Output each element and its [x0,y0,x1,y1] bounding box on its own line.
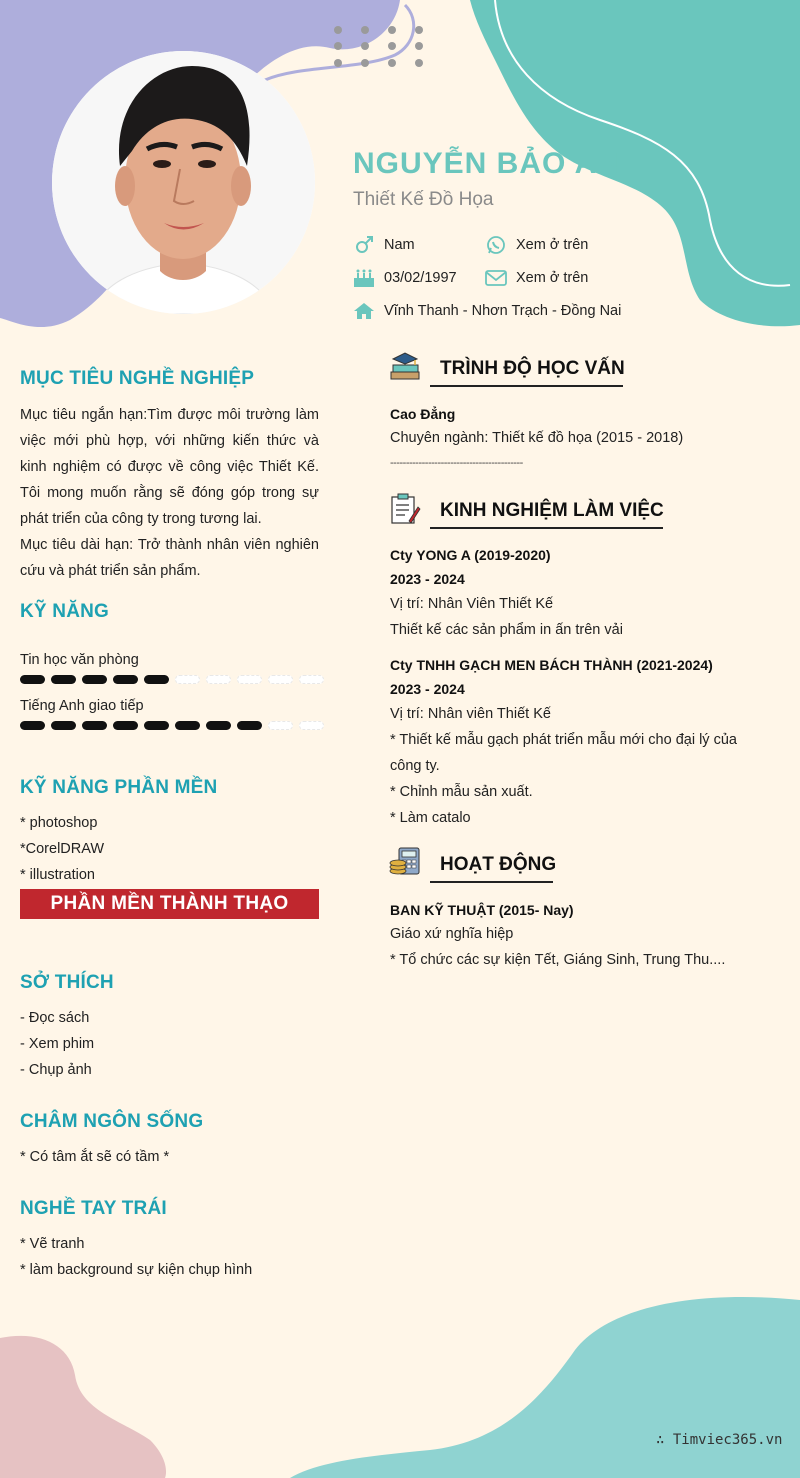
skill-dot [20,675,45,684]
skill-dot [51,675,76,684]
job-1-position: Vị trí: Nhân Viên Thiết Kế [390,596,554,612]
software-item-1: * photoshop [20,815,98,831]
skill-dot [175,675,200,684]
email-value: Xem ở trên [516,270,589,286]
email-icon [485,268,507,288]
skill-dot [51,721,76,730]
phone-value: Xem ở trên [516,237,589,253]
address-value: Vĩnh Thanh - Nhơn Trạch - Đồng Nai [384,303,622,319]
gender-value: Nam [384,237,415,253]
skill-dot [20,721,45,730]
activity-org: BAN KỸ THUẬT (2015- Nay) [390,902,574,918]
job-2-detail-3: * Chỉnh mẫu sản xuất. [390,784,533,800]
skill-dot [299,675,324,684]
skill-dot [299,721,324,730]
avatar [52,51,315,314]
whatsapp-icon [485,235,507,255]
job-2-detail-2: công ty. [390,758,440,774]
job-2-company: Cty TNHH GẠCH MEN BÁCH THÀNH (2021-2024) [390,657,713,673]
skill-dot [144,721,169,730]
skill-dot [206,721,231,730]
side-job-item-2: * làm background sự kiện chụp hình [20,1262,253,1278]
skill-dot [268,675,293,684]
objective-title: MỤC TIÊU NGHỀ NGHIỆP [20,368,255,389]
hobbies-title: SỞ THÍCH [20,972,114,993]
job-2-period: 2023 - 2024 [390,681,465,697]
motto-title: CHÂM NGÔN SỐNG [20,1111,204,1132]
profile-photo [52,51,315,314]
activity-place: Giáo xứ nghĩa hiệp [390,926,514,942]
education-divider: ------------------------------------------ [390,457,523,469]
software-item-3: * illustration [20,867,95,883]
books-icon [389,350,421,387]
job-1-company: Cty YONG A (2019-2020) [390,547,551,563]
education-title: TRÌNH ĐỘ HỌC VẤN [440,358,625,379]
skill-dot [144,675,169,684]
birthday-value: 03/02/1997 [384,270,457,286]
info-birthday [353,268,457,288]
software-item-2: *CorelDRAW [20,841,105,857]
clipboard-icon [389,493,421,530]
skill-dot [82,721,107,730]
software-title: KỸ NĂNG PHẦN MỀN [20,777,218,798]
pink-blob [0,1336,166,1478]
motto-text: * Có tâm ắt sẽ có tầm * [20,1149,170,1165]
home-icon [353,301,375,321]
info-address [353,301,621,321]
job-1-period: 2023 - 2024 [390,571,465,587]
side-job-item-1: * Vẽ tranh [20,1236,85,1252]
experience-title: KINH NGHIỆM LÀM VIỆC [440,500,664,521]
skill-rating-1 [20,675,324,684]
skill-dot [82,675,107,684]
job-2-detail-4: * Làm catalo [390,810,471,826]
gender-icon [353,235,375,255]
experience-underline [430,527,663,529]
education-major: Chuyên ngành: Thiết kế đồ họa (2015 - 2018) [390,430,684,446]
side-job-title: NGHỀ TAY TRÁI [20,1198,167,1219]
info-phone [485,235,588,255]
cake-icon [353,268,375,288]
skill-dot [237,675,262,684]
job-title: Thiết Kế Đồ Họa [353,189,494,210]
candidate-name: NGUYỄN BẢO ANH [353,147,643,180]
skill-dot [113,675,138,684]
activities-title: HOẠT ĐỘNG [440,854,557,875]
skill-dot [206,675,231,684]
skill-dot [175,721,200,730]
hobby-item-2: - Xem phim [20,1036,95,1052]
skill-dot [237,721,262,730]
education-school: Cao Đẳng [390,406,456,422]
skill-dot [268,721,293,730]
hobby-item-3: - Chụp ảnh [20,1062,92,1078]
objective-text-2: Mục tiêu dài hạn: Trở thành nhân viên nghiên cứu và phát triển sản phẩm. [20,537,319,579]
activities-underline [430,881,553,883]
info-email [485,268,588,288]
job-1-detail-1: Thiết kế các sản phẩm in ấn trên vải [390,622,623,638]
job-2-position: Vị trí: Nhân viên Thiết Kế [390,706,551,722]
software-banner: PHẦN MỀN THÀNH THẠO [20,889,319,919]
info-gender [353,235,415,255]
bottom-teal-blob [290,1297,800,1478]
skill-label-2: Tiếng Anh giao tiếp [20,698,144,714]
skill-rating-2 [20,721,324,730]
skill-dot [113,721,138,730]
skills-title: KỸ NĂNG [20,601,110,622]
objective-text: Mục tiêu ngắn hạn:Tìm được môi trường làm việc mới phù hợp, với những kiến thức và kinh nghiệm có được về công việc Thiết Kế. Tôi mong muốn rằng sẽ đóng góp trong sự phát triển của công ty trong tương lai. [20,407,319,527]
watermark: ∴ Timviec365.vn [656,1432,783,1448]
calculator-icon [389,846,421,883]
skill-label-1: Tin học văn phòng [20,652,139,668]
activity-detail: * Tổ chức các sự kiện Tết, Giáng Sinh, Trung Thu.... [390,952,726,968]
hobby-item-1: - Đọc sách [20,1010,90,1026]
job-2-detail-1: * Thiết kế mẫu gạch phát triển mẫu mới cho đại lý của [390,732,737,748]
education-underline [430,385,623,387]
